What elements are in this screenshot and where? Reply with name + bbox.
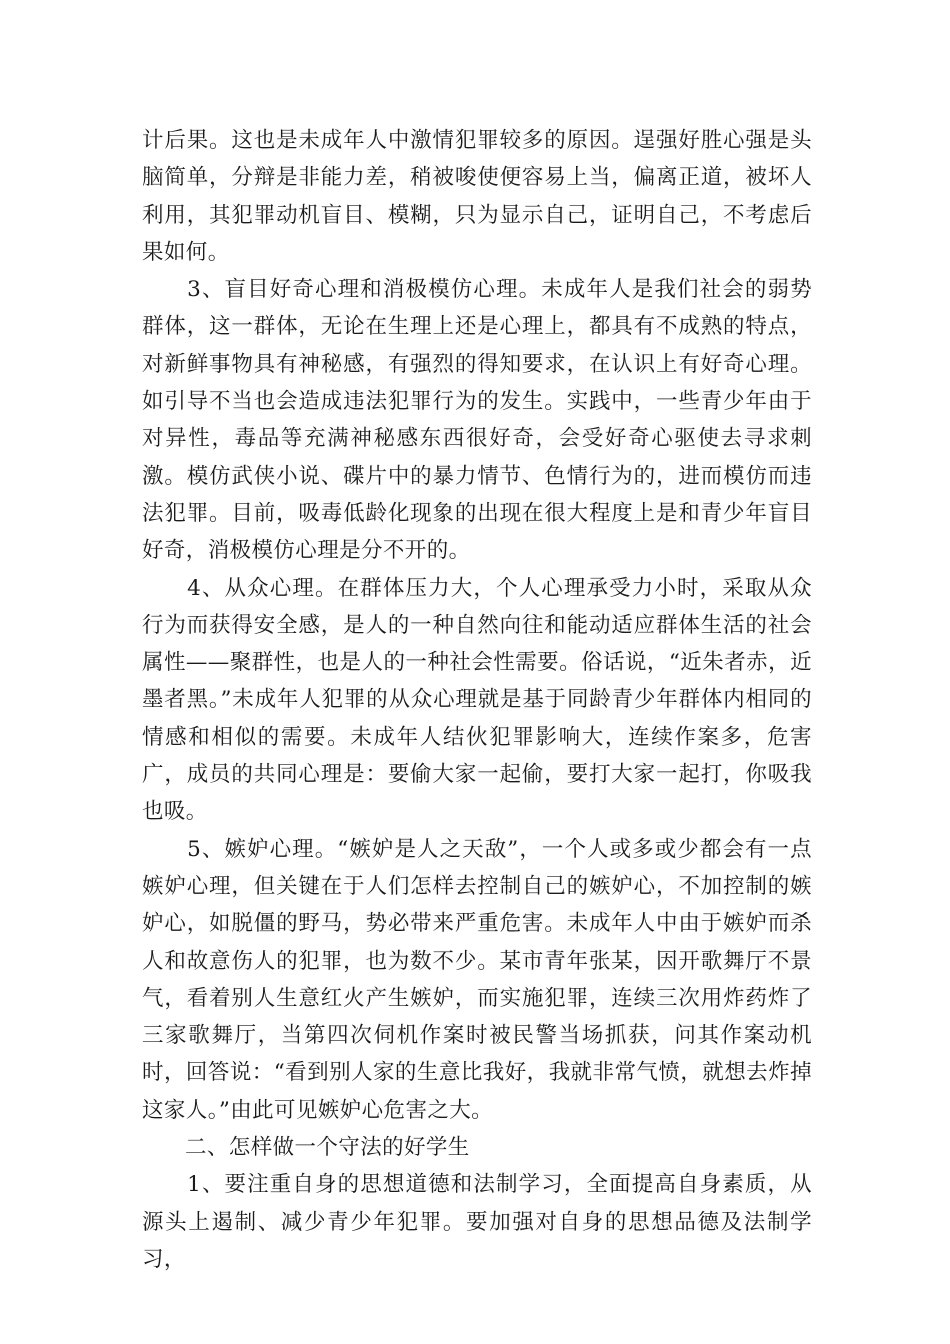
paragraph-jealousy: 5、嫉妒心理。“嫉妒是人之天敌”，一个人或多或少都会有一点嫉妒心理，但关键在于人们怎样去控制自己的嫉妒心，不加控制的嫉妒心，如脱僵的野马，势必带来严重危害。未成年人中由于嫉妒而杀人和故意伤人的犯罪，也为数不少。某市青年张某，因开歌舞厅不景气，看着别人生意红火产生嫉妒，而实施犯罪，连续三次用炸药炸了三家歌舞厅，当第四次伺机作案时被民警当场抓获，问其作案动机时，回答说：“看到别人家的生意比我好，我就非常气愤，就想去炸掉这家人。”由此可见嫉妒心危害之大。 bbox=[142, 836, 812, 1123]
paragraph-conformity: 4、从众心理。在群体压力大，个人心理承受力小时，采取从众行为而获得安全感，是人的一种自然向往和能动适应群体生活的社会属性——聚群性，也是人的一种社会性需要。俗话说，“近朱者赤，近墨者黑。”未成年人犯罪的从众心理就是基于同龄青少年群体内相同的情感和相似的需要。未成年人结伙犯罪影响大，连续作案多，危害广，成员的共同心理是：要偷大家一起偷，要打大家一起打，你吸我也吸。 bbox=[142, 575, 812, 825]
paragraph-continued: 计后果。这也是未成年人中激情犯罪较多的原因。逞强好胜心强是头脑简单，分辩是非能力差，稍被唆使便容易上当，偏离正道，被坏人利用，其犯罪动机盲目、模糊，只为显示自己，证明自己，不考虑后果如何。 bbox=[142, 128, 812, 265]
document-page bbox=[142, 122, 812, 1278]
paragraph-moral-study: 1、要注重自身的思想道德和法制学习，全面提高自身素质，从源头上遏制、减少青少年犯罪。要加强对自身的思想品德及法制学习， bbox=[142, 1172, 812, 1272]
section-heading: 二、怎样做一个守法的好学生 bbox=[185, 1135, 470, 1161]
paragraph-blind-curiosity: 3、盲目好奇心理和消极模仿心理。未成年人是我们社会的弱势群体，这一群体，无论在生理上还是心理上，都具有不成熟的特点，对新鲜事物具有神秘感，有强烈的得知要求，在认识上有好奇心理。如引导不当也会造成违法犯罪行为的发生。实践中，一些青少年由于对异性，毒品等充满神秘感东西很好奇，会受好奇心驱使去寻求刺激。模仿武侠小说、碟片中的暴力情节、色情行为的，进而模仿而违法犯罪。目前，吸毒低龄化现象的出现在很大程度上是和青少年盲目好奇，消极模仿心理是分不开的。 bbox=[142, 277, 812, 564]
